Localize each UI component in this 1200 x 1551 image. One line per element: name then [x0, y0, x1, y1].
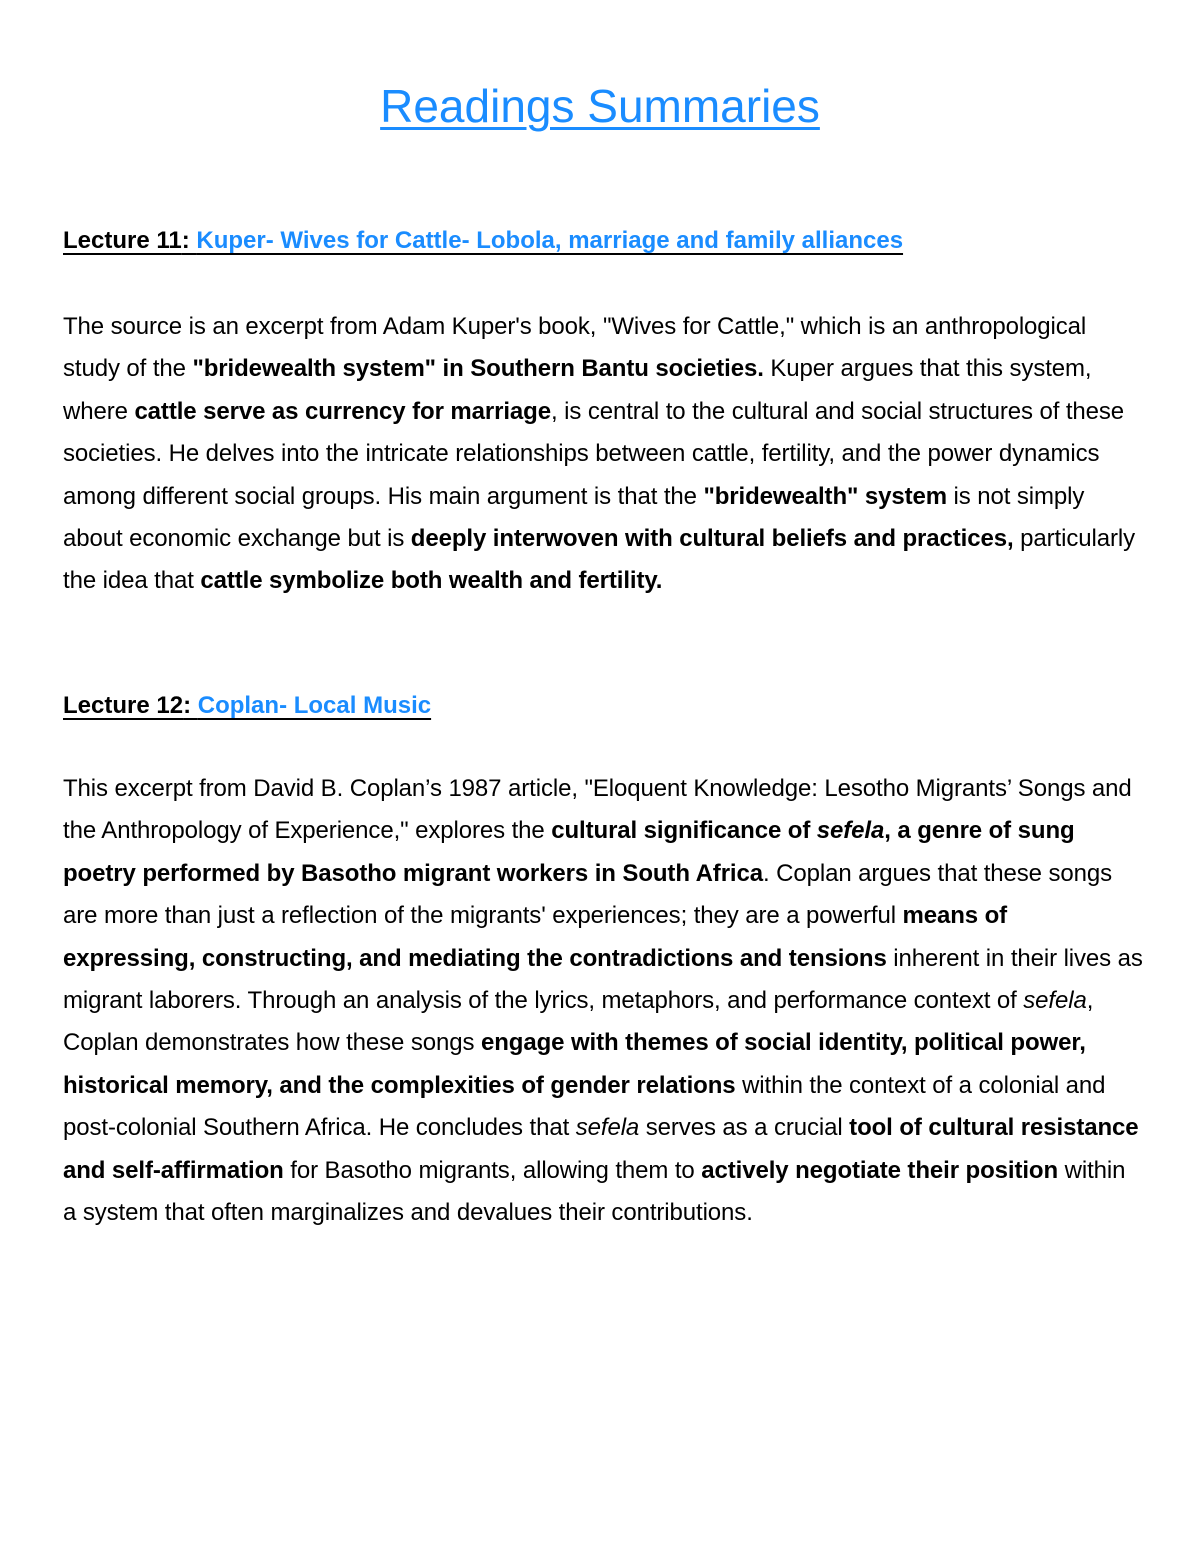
summary-emphasis-text: "bridewealth" system [703, 482, 947, 510]
summary-text: within a system that often marginalizes and devalues their contributions. [63, 1156, 1126, 1227]
summary-text: . Coplan argues that these songs are more than just a reflection of the migrants' experiences; they are a powerful [63, 859, 1113, 930]
lecture-11-heading [63, 226, 1143, 256]
summary-text: within the context of a colonial and post-colonial Southern Africa. He concludes that [63, 1071, 1106, 1142]
summary-emphasis-text: cattle serve as currency for marriage [134, 397, 551, 425]
summary-text: is not simply about economic exchange but is [63, 482, 1085, 553]
summary-italic-text: sefela [1023, 987, 1087, 1015]
lecture-11-separator: : [181, 227, 197, 254]
lecture-11-reading-link[interactable]: Kuper- Wives for Cattle- Lobola, marriage and family alliances [196, 227, 904, 254]
summary-italic-text: sefela [575, 1114, 640, 1142]
summary-emphasis-text: , a genre of sung poetry performed by Basotho migrant workers in South Africa [63, 817, 1075, 887]
summary-emphasis-text: "bridewealth system" in Southern Bantu societies. [192, 355, 764, 383]
summary-emphasis-text: engage with themes of social identity, political power, historical memory, and the complexities of gender relations [63, 1029, 1086, 1099]
summary-text: Kuper argues that this system, where [63, 355, 1092, 425]
summary-emphasis-text: means of expressing, constructing, and mediating the contradictions and tensions [63, 902, 1008, 972]
summary-emphasis-text: sefela [816, 817, 885, 845]
summary-text: serves as a crucial [639, 1114, 850, 1142]
summary-text: for Basotho migrants, allowing them to [283, 1156, 702, 1184]
lecture-12-reading-link[interactable]: Coplan- Local Music [197, 692, 432, 719]
summary-text: inherent in their lives as migrant laborers. Through an analysis of the lyrics, metaphors, and performance context of [63, 944, 1143, 1015]
lecture-12-label: Lecture 12 [63, 692, 184, 719]
summary-text: particularly the idea that [63, 525, 1135, 595]
summary-emphasis-text: cultural significance of [551, 817, 817, 845]
summary-emphasis-text: cattle symbolize both wealth and fertility. [200, 567, 663, 595]
summary-text: , Coplan demonstrates how these songs [63, 987, 1094, 1057]
lecture-12-heading [63, 691, 1143, 721]
lecture-11-summary [63, 306, 1143, 603]
summary-emphasis-text: tool of cultural resistance and self-affirmation [63, 1114, 1139, 1184]
summary-emphasis-text: actively negotiate their position [701, 1156, 1059, 1184]
summary-emphasis-text: deeply interwoven with cultural beliefs and practices, [410, 525, 1014, 553]
page-title: Readings Summaries [380, 80, 820, 132]
lecture-12-separator: : [183, 692, 198, 719]
summary-text: The source is an excerpt from Adam Kuper's book, "Wives for Cattle," which is an anthropological study of the [63, 313, 1087, 383]
lecture-12-summary [63, 768, 1143, 1234]
lecture-11-label: Lecture 11 [63, 227, 182, 254]
summary-text: This excerpt from David B. Coplan’s 1987 article, "Eloquent Knowledge: Lesotho Migrants’ Songs and the Anthropology of Experience," explores the [63, 775, 1132, 845]
summary-text: , is central to the cultural and social structures of these societies. He delves into the intricate relationships between cattle, fertility, and the power dynamics among different social groups. His main argument is that the [63, 397, 1125, 510]
